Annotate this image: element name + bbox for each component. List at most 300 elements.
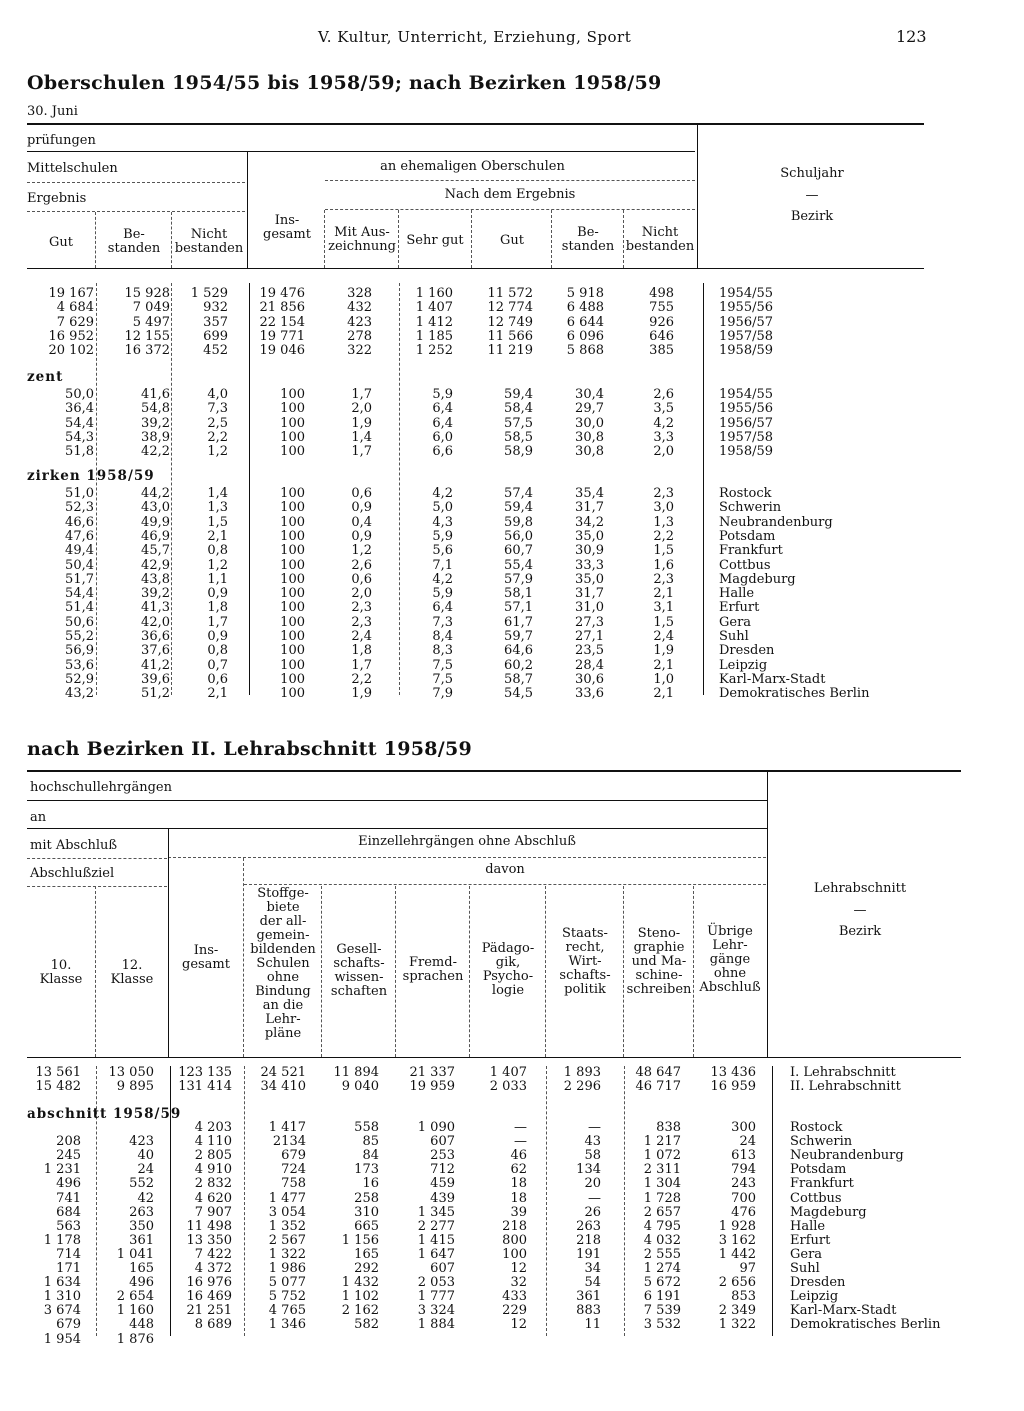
table-cell: 218 xyxy=(502,1218,527,1234)
t1-head-mit-auszeichnung: Mit Aus- zeichnung xyxy=(328,225,396,254)
table-cell: 23,5 xyxy=(575,643,604,659)
table-cell: 43,8 xyxy=(141,571,170,587)
table-cell: 131 414 xyxy=(178,1079,232,1095)
table-cell: 4,0 xyxy=(207,387,228,402)
table-cell: 35,0 xyxy=(575,528,604,544)
t2-head-rule xyxy=(27,800,767,801)
table-cell: 5,6 xyxy=(432,543,453,559)
t1-head-nicht-bestanden: Nicht bestanden xyxy=(625,225,695,254)
table-cell: 51,4 xyxy=(65,600,94,616)
table-cell: 55,4 xyxy=(504,557,533,573)
table-cell: 43,0 xyxy=(141,500,170,516)
t1-head-sehr-gut: Sehr gut xyxy=(406,233,464,248)
table-cell: 30,4 xyxy=(575,387,604,402)
table-cell: 21 251 xyxy=(186,1303,232,1319)
table-cell: 35,0 xyxy=(575,571,604,587)
table-cell: 12 xyxy=(510,1317,527,1333)
table-cell: 2,2 xyxy=(207,429,228,445)
table-cell: 18 xyxy=(510,1176,527,1192)
table-cell: 6 644 xyxy=(566,314,604,330)
table-cell: 5 672 xyxy=(643,1275,681,1291)
table-cell: 1 345 xyxy=(417,1204,455,1220)
table-cell: 3 162 xyxy=(718,1232,756,1248)
row-label: 1954/55 xyxy=(719,387,774,402)
t1-head-rule xyxy=(325,180,695,181)
table-cell: 439 xyxy=(430,1190,455,1206)
t2-head-paedagogik: Pädago- gik, Psycho- logie xyxy=(481,941,535,998)
table-cell: 6 096 xyxy=(566,328,604,344)
table-row xyxy=(0,559,1024,573)
table-cell: 1 156 xyxy=(341,1232,379,1248)
table-row xyxy=(0,1318,1024,1332)
row-label: Schwerin xyxy=(790,1134,853,1150)
table-cell: 1 217 xyxy=(643,1134,681,1150)
table-cell: 2,1 xyxy=(653,686,674,702)
table-cell: 11 xyxy=(584,1317,601,1333)
section-label: zirken 1958/59 xyxy=(27,468,155,484)
t2-divider xyxy=(693,886,694,1057)
table-cell: 16 469 xyxy=(186,1289,232,1305)
table-cell: 253 xyxy=(430,1148,455,1164)
table-cell: 0,9 xyxy=(351,500,372,516)
table-cell: 357 xyxy=(203,314,228,330)
row-label: Leipzig xyxy=(719,657,768,673)
table-cell: 229 xyxy=(502,1303,527,1319)
table-row xyxy=(0,1080,1024,1094)
table-cell: 1 954 xyxy=(43,1331,81,1347)
table-cell: 1 185 xyxy=(415,328,453,344)
table-cell: 42,9 xyxy=(141,557,170,573)
table-cell: 838 xyxy=(656,1120,681,1135)
table-cell: 33,6 xyxy=(575,686,604,702)
table-cell: 794 xyxy=(731,1162,756,1178)
t1-head-rule xyxy=(325,209,695,210)
table-cell: 58 xyxy=(584,1148,601,1164)
row-label: 1955/56 xyxy=(719,300,774,316)
table-cell: 100 xyxy=(280,415,305,431)
table-cell: 13 436 xyxy=(710,1065,756,1080)
table-cell: 100 xyxy=(280,500,305,516)
section-label: zent xyxy=(27,369,64,385)
table-cell: 1,3 xyxy=(207,500,228,516)
table-row xyxy=(0,330,1024,344)
table-cell: 19 959 xyxy=(409,1079,455,1095)
table-cell: 2 567 xyxy=(268,1232,306,1248)
table-cell: 300 xyxy=(731,1120,756,1135)
table-cell: 12 xyxy=(510,1261,527,1276)
table-cell: 24 xyxy=(739,1134,756,1150)
table-cell: 7,5 xyxy=(432,657,453,673)
table-cell: 310 xyxy=(354,1204,379,1220)
table-cell: 85 xyxy=(362,1134,379,1150)
table-cell: 3 532 xyxy=(643,1317,681,1333)
table-cell: 27,1 xyxy=(575,629,604,644)
table-cell: 41,6 xyxy=(141,387,170,402)
table-cell: 1 160 xyxy=(116,1303,154,1319)
table-cell: 64,6 xyxy=(504,643,533,659)
table-cell: 699 xyxy=(203,328,228,344)
table-cell: 2 053 xyxy=(417,1275,455,1291)
row-label: Neubrandenburg xyxy=(719,514,833,530)
row-label: Dresden xyxy=(790,1275,846,1291)
table-cell: 40 xyxy=(137,1148,154,1164)
row-label: Erfurt xyxy=(790,1232,831,1248)
t2-head-rule xyxy=(27,858,167,859)
table-cell: 12 749 xyxy=(487,314,533,330)
table-cell: 35,4 xyxy=(575,486,604,501)
table-cell: 423 xyxy=(129,1134,154,1150)
table-cell: 31,7 xyxy=(575,586,604,602)
table-cell: 46 717 xyxy=(635,1079,681,1095)
t2-head-einzel: Einzellehrgängen ohne Abschluß xyxy=(358,834,576,849)
table-cell: 2,1 xyxy=(207,686,228,702)
table-row xyxy=(0,659,1024,673)
table-cell: 1 884 xyxy=(417,1317,455,1333)
t2-head-staatsrecht: Staats- recht, Wirt- schafts- politik xyxy=(559,926,611,997)
table-cell: 100 xyxy=(280,514,305,530)
table-cell: 5 497 xyxy=(132,314,170,330)
t1-divider xyxy=(623,210,624,268)
table-cell: 34,2 xyxy=(575,514,604,530)
table-cell: 1 231 xyxy=(43,1162,81,1178)
t2-divider xyxy=(95,886,96,1057)
table-cell: 1,8 xyxy=(207,600,228,616)
table-row xyxy=(0,616,1024,630)
table-cell: 1 072 xyxy=(643,1148,681,1164)
page-number: 123 xyxy=(896,27,927,46)
table-cell: 1,4 xyxy=(351,429,372,445)
t2-head-stoffgebiete: Stoffge- biete der all- gemein- bildenden Schulen ohne Bindung an die Lehr- pläne xyxy=(250,886,316,1041)
t1-head-gut-left: Gut xyxy=(49,235,73,250)
table-cell: 84 xyxy=(362,1148,379,1164)
table-cell: 4 372 xyxy=(194,1261,232,1276)
table-row xyxy=(0,530,1024,544)
table-cell: 1,9 xyxy=(351,686,372,702)
table-cell: 1,7 xyxy=(351,387,372,402)
table-cell: 134 xyxy=(576,1162,601,1178)
table-cell: 1 352 xyxy=(268,1218,306,1234)
table-cell: 165 xyxy=(354,1246,379,1262)
table-cell: 5,9 xyxy=(432,528,453,544)
table-cell: 4 110 xyxy=(194,1134,232,1150)
t2-head-bezirk: Bezirk xyxy=(838,924,882,939)
table-cell: 37,6 xyxy=(141,643,170,659)
table-cell: 54 xyxy=(584,1275,601,1291)
table-cell: 5 918 xyxy=(566,286,604,301)
table-cell: 3 674 xyxy=(43,1303,81,1319)
table1-top-rule xyxy=(27,123,924,125)
table-cell: 30,0 xyxy=(575,415,604,431)
row-label: Frankfurt xyxy=(790,1176,854,1192)
table-cell: 58,4 xyxy=(504,401,533,417)
table-cell: 61,7 xyxy=(504,614,533,630)
table-cell: 60,7 xyxy=(504,543,533,559)
table-cell: 30,6 xyxy=(575,671,604,687)
table-cell: 58,9 xyxy=(504,444,533,460)
row-label: 1954/55 xyxy=(719,286,774,301)
table-cell: 34 410 xyxy=(260,1079,306,1095)
table-cell: 582 xyxy=(354,1317,379,1333)
table-cell: 1,9 xyxy=(351,415,372,431)
row-label: 1958/59 xyxy=(719,343,774,359)
table-cell: 1,2 xyxy=(351,543,372,559)
t2-head-stenographie: Steno- graphie und Ma- schine- schreiben xyxy=(626,926,692,997)
table-row xyxy=(0,1192,1024,1206)
table-cell: 2 033 xyxy=(489,1079,527,1095)
table-cell: 58,1 xyxy=(504,586,533,602)
table1-title: Oberschulen 1954/55 bis 1958/59; nach Bezirken 1958/59 xyxy=(27,72,662,94)
table-cell: 1 160 xyxy=(415,286,453,301)
table-cell: 6 488 xyxy=(566,300,604,316)
t1-divider xyxy=(324,210,325,268)
table-cell: 42,2 xyxy=(141,444,170,460)
table-cell: 11 572 xyxy=(487,286,533,301)
table-cell: 52,3 xyxy=(65,500,94,516)
table-cell: 165 xyxy=(129,1261,154,1276)
section-label: abschnitt 1958/59 xyxy=(27,1106,182,1122)
table-row xyxy=(0,687,1024,701)
table-cell: 665 xyxy=(354,1218,379,1234)
table-cell: 1,9 xyxy=(653,643,674,659)
table-cell: 100 xyxy=(280,429,305,445)
table-cell: 853 xyxy=(731,1289,756,1305)
table-cell: 1 412 xyxy=(415,314,453,330)
table-cell: 26 xyxy=(584,1204,601,1220)
table-cell: 2 654 xyxy=(116,1289,154,1305)
table-cell: 4 795 xyxy=(643,1218,681,1234)
table-cell: 1 728 xyxy=(643,1190,681,1206)
table-cell: 45,7 xyxy=(141,543,170,559)
table-cell: 646 xyxy=(649,328,674,344)
t2-divider xyxy=(243,858,244,1057)
table-cell: 7,3 xyxy=(207,401,228,417)
table-cell: 11 566 xyxy=(487,328,533,344)
table-cell: 2,3 xyxy=(653,571,674,587)
table-cell: 50,0 xyxy=(65,387,94,402)
table-cell: 741 xyxy=(56,1190,81,1206)
table-cell: 11 894 xyxy=(333,1065,379,1080)
table-cell: 5 752 xyxy=(268,1289,306,1305)
table-cell: 54,8 xyxy=(141,401,170,417)
t1-head-mittelschulen: Mittelschulen xyxy=(27,161,118,176)
table-cell: 1,7 xyxy=(207,614,228,630)
table-cell: 53,6 xyxy=(65,657,94,673)
t1-head-ergebnis: Ergebnis xyxy=(27,191,87,206)
table-cell: 50,6 xyxy=(65,614,94,630)
row-label: Demokratisches Berlin xyxy=(790,1317,941,1333)
row-label: Gera xyxy=(790,1246,823,1262)
table-cell: 16 952 xyxy=(48,328,94,344)
table-cell: 1 647 xyxy=(417,1246,455,1262)
table-row xyxy=(0,644,1024,658)
table-cell: 552 xyxy=(129,1176,154,1192)
table-cell: 1 415 xyxy=(417,1232,455,1248)
table-row xyxy=(0,431,1024,445)
running-header: V. Kultur, Unterricht, Erziehung, Sport xyxy=(318,28,632,46)
row-label: Cottbus xyxy=(790,1190,842,1206)
t2-head-gesellschaft: Gesell- schafts- wissen- schaften xyxy=(330,942,388,999)
table-row xyxy=(0,402,1024,416)
table-cell: 328 xyxy=(347,286,372,301)
table-cell: 42 xyxy=(137,1190,154,1206)
table-cell: 39,6 xyxy=(141,671,170,687)
table-cell: 1,7 xyxy=(351,657,372,673)
table-cell: 2,5 xyxy=(207,415,228,431)
table-cell: — xyxy=(588,1120,601,1135)
t2-head-davon: davon xyxy=(485,862,525,877)
table-cell: 3,3 xyxy=(653,429,674,445)
row-label: Karl-Marx-Stadt xyxy=(790,1303,897,1319)
table-row xyxy=(0,1177,1024,1191)
table-cell: 1,3 xyxy=(653,514,674,530)
table-cell: 6,4 xyxy=(432,415,453,431)
t2-head-uebrige: Übrige Lehr- gänge ohne Abschluß xyxy=(699,924,761,995)
table-cell: 459 xyxy=(430,1176,455,1192)
table-cell: 100 xyxy=(280,600,305,616)
table-row xyxy=(0,445,1024,459)
table-cell: 54,4 xyxy=(65,415,94,431)
table-cell: 58,5 xyxy=(504,429,533,445)
row-label: Karl-Marx-Stadt xyxy=(719,671,826,687)
table-cell: 2,6 xyxy=(653,387,674,402)
table-cell: 173 xyxy=(354,1162,379,1178)
t2-head-rule xyxy=(244,884,766,885)
table-cell: 46 xyxy=(510,1148,527,1164)
table-cell: 4,2 xyxy=(432,571,453,587)
table-cell: 57,5 xyxy=(504,415,533,431)
table-cell: 2 832 xyxy=(194,1176,232,1192)
table-cell: 2,0 xyxy=(351,586,372,602)
table-cell: 43 xyxy=(584,1134,601,1150)
table-cell: 100 xyxy=(280,671,305,687)
table-cell: 1,2 xyxy=(207,444,228,460)
table1-subtitle: 30. Juni xyxy=(27,104,78,119)
table-cell: 4 910 xyxy=(194,1162,232,1178)
table-cell: 758 xyxy=(281,1176,306,1192)
table-cell: 59,4 xyxy=(504,387,533,402)
table-cell: 100 xyxy=(280,528,305,544)
table-cell: 39,2 xyxy=(141,586,170,602)
row-label: Magdeburg xyxy=(719,571,796,587)
table-cell: 724 xyxy=(281,1162,306,1178)
table-cell: 1,1 xyxy=(207,571,228,587)
t1-head-pruefungen: prüfungen xyxy=(27,133,96,148)
table-cell: 1 310 xyxy=(43,1289,81,1305)
table-cell: 0,4 xyxy=(351,514,372,530)
table-row xyxy=(0,601,1024,615)
table-cell: 2,0 xyxy=(653,444,674,460)
row-label: Magdeburg xyxy=(790,1204,867,1220)
table-cell: 607 xyxy=(430,1261,455,1276)
table-cell: 1 442 xyxy=(718,1246,756,1262)
t2-head-klasse10: 10. Klasse xyxy=(39,958,83,987)
table-cell: 54,5 xyxy=(504,686,533,702)
t1-head-dash: — xyxy=(805,188,819,203)
table-cell: — xyxy=(514,1120,527,1135)
table-cell: 2,1 xyxy=(207,528,228,544)
table-row xyxy=(0,487,1024,501)
table-cell: 58,7 xyxy=(504,671,533,687)
table-cell: 1 041 xyxy=(116,1246,154,1262)
table-cell: 607 xyxy=(430,1134,455,1150)
table-cell: 498 xyxy=(649,286,674,301)
table-cell: 34 xyxy=(584,1261,601,1276)
table-cell: 100 xyxy=(280,486,305,501)
table-cell: 123 135 xyxy=(178,1065,232,1080)
table-cell: 51,2 xyxy=(141,686,170,702)
table-cell: 100 xyxy=(280,543,305,559)
row-label: Dresden xyxy=(719,643,775,659)
t2-head-bottom-rule xyxy=(27,1057,961,1058)
table-cell: 208 xyxy=(56,1134,81,1150)
table-cell: 3 054 xyxy=(268,1204,306,1220)
table-cell: 1 322 xyxy=(718,1317,756,1333)
t1-head-schuljahr: Schuljahr xyxy=(780,166,844,181)
table-cell: 33,3 xyxy=(575,557,604,573)
table-cell: 28,4 xyxy=(575,657,604,673)
table-row xyxy=(0,344,1024,358)
table-cell: 57,4 xyxy=(504,486,533,501)
table-cell: 4 203 xyxy=(194,1120,232,1135)
row-label: 1958/59 xyxy=(719,444,774,460)
table-row xyxy=(0,1206,1024,1220)
row-label: 1956/57 xyxy=(719,314,774,330)
table-cell: 49,9 xyxy=(141,514,170,530)
t2-head-lehrabschnitt: Lehrabschnitt xyxy=(813,881,907,896)
table-cell: 5,9 xyxy=(432,586,453,602)
table-cell: 2,4 xyxy=(351,629,372,644)
t2-head-insgesamt: Ins- gesamt xyxy=(182,943,230,972)
table-cell: 39 xyxy=(510,1204,527,1220)
table-row xyxy=(0,1333,1024,1347)
table-cell: 100 xyxy=(280,657,305,673)
table-cell: 41,3 xyxy=(141,600,170,616)
table-cell: 30,9 xyxy=(575,543,604,559)
table-cell: 1,5 xyxy=(653,614,674,630)
table-cell: 12 774 xyxy=(487,300,533,316)
row-label: Suhl xyxy=(719,629,749,644)
table-cell: 2,2 xyxy=(653,528,674,544)
table-row xyxy=(0,287,1024,301)
table-cell: 100 xyxy=(280,557,305,573)
t2-divider xyxy=(623,886,624,1057)
table-cell: 2,0 xyxy=(351,401,372,417)
t1-head-rule xyxy=(27,151,695,152)
table-cell: 1,0 xyxy=(653,671,674,687)
t2-head-klasse12: 12. Klasse xyxy=(110,958,154,987)
table-cell: 700 xyxy=(731,1190,756,1206)
table-cell: 1,7 xyxy=(351,444,372,460)
table-cell: 3,1 xyxy=(653,600,674,616)
table-cell: 1 432 xyxy=(341,1275,379,1291)
t2-head-fremdsprachen: Fremd- sprachen xyxy=(402,955,464,984)
table-cell: 218 xyxy=(576,1232,601,1248)
row-label: Rostock xyxy=(719,486,772,501)
table-cell: 433 xyxy=(502,1289,527,1305)
table-cell: 59,8 xyxy=(504,514,533,530)
table-cell: 6,6 xyxy=(432,444,453,460)
table-cell: 1 529 xyxy=(190,286,228,301)
table-cell: 7 539 xyxy=(643,1303,681,1319)
t1-divider xyxy=(398,210,399,268)
table-cell: 679 xyxy=(281,1148,306,1164)
table-cell: 2 657 xyxy=(643,1204,681,1220)
table-cell: 7 049 xyxy=(132,300,170,316)
table-cell: 1 777 xyxy=(417,1289,455,1305)
t1-head-ehemalige: an ehemaligen Oberschulen xyxy=(380,159,565,174)
table-cell: 100 xyxy=(280,401,305,417)
table-cell: 0,6 xyxy=(207,671,228,687)
